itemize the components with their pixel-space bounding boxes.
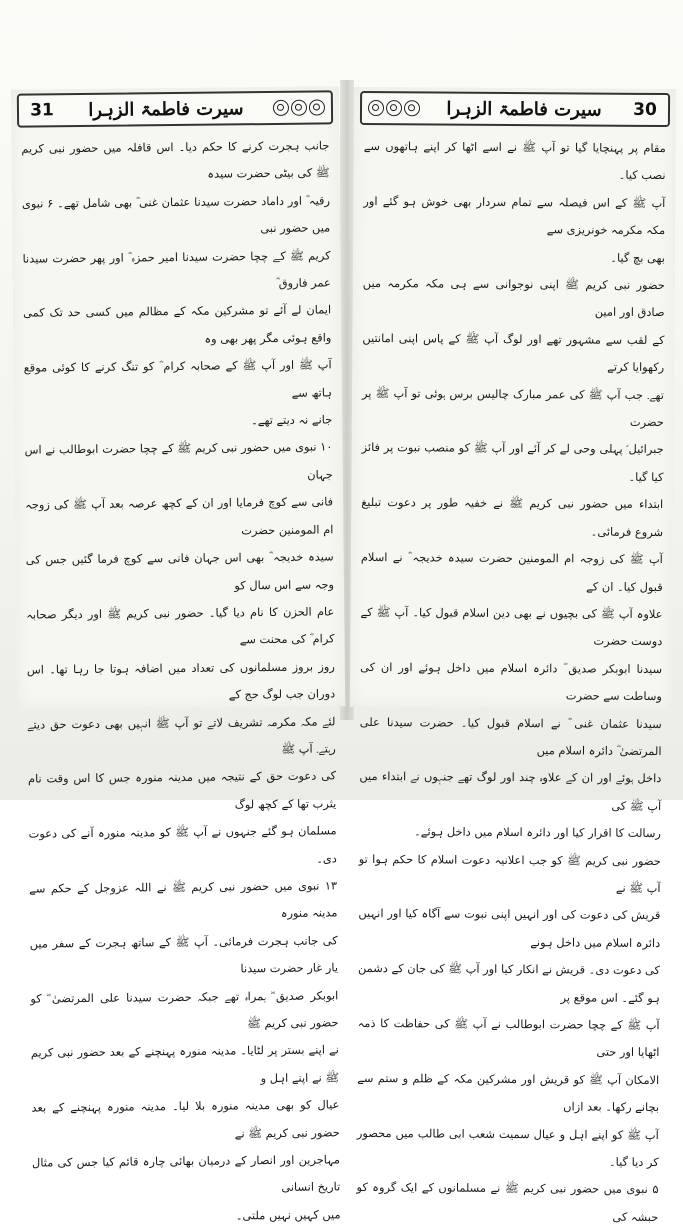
text-line: الامکان آپ ﷺ کو قریش اور مشرکین مکہ کے ظلم و ستم سے بچانے رکھا۔ بعد ازاں — [357, 1070, 660, 1115]
left-page-header — [17, 90, 333, 127]
text-line: کے لقب سے مشہور تھے اور لوگ آپ ﷺ کے پاس اپنی امانتیں رکھوایا کرتے — [362, 330, 665, 375]
text-line: داخل ہوئے اور ان کے علاوہ چند اور لوگ تھے جنہوں نے ابتداء میں آپ ﷺ کی — [359, 769, 662, 813]
text-line: ۱۰ نبوی میں حضور نبی کریم ﷺ کے چچا حضرت ابوطالب نے اس جہان — [24, 439, 333, 482]
left-page-number: 31 — [30, 100, 54, 121]
text-line: کریم ﷺ کے چچا حضرت سیدنا امیر حمزہ ؓ اور پھر حضرت سیدنا عمر فاروق ؓ — [22, 248, 331, 290]
left-page — [11, 86, 345, 1223]
text-line: کی دعوت حق کے نتیجہ میں مدینہ منورہ جس کا اس وقت نام یثرب تھا کے کچھ لوگ — [27, 768, 337, 812]
text-line: ابتداء میں حضور نبی کریم ﷺ نے خفیہ طور پر دعوت تبلیغ شروع فرمائی۔ — [361, 495, 664, 539]
text-line: فانی سے کوچ فرمایا اور ان کے کچھ عرصہ بعد آپ ﷺ کی زوجہ ام المومنین حضرت — [25, 494, 334, 538]
text-line: نے اپنے بستر پر لٹایا۔ مدینہ منورہ پہنچنے کے بعد حضور نبی کریم ﷺ نے اپنے اہل و — [30, 1042, 340, 1085]
text-line: آپ ﷺ کو اپنے اہل و عیال سمیت شعب ابی طالب میں محصور کر دیا گیا۔ — [356, 1125, 659, 1170]
text-line: سیدنا ابوبکر صدیق ؓ دائرہ اسلام میں داخل ہوئے اور ان کی وساطت سے حضرت — [360, 659, 663, 704]
text-line: کی دعوت دی۔ قریش نے انکار کیا اور آپ ﷺ کی جان کے دشمن ہو گئے۔ اس موقع پر — [357, 961, 661, 1005]
text-line: بھی بچ گیا۔ — [610, 250, 666, 265]
flower-ornament-icon — [404, 100, 420, 116]
text-line: آپ ﷺ کے اس فیصلہ سے تمام سردار بھی خوش ہو گئے اور مکہ مکرمہ خونریزی سے — [363, 193, 666, 238]
text-line: عام الحزن کا نام دیا گیا۔ حضور نبی کریم ﷺ اور دیگر صحابہ کرام ؓ کی محنت سے — [26, 604, 335, 647]
right-header-ornaments — [368, 100, 420, 116]
text-line: مہاجرین اور انصار کے درمیان بھائی چارہ قائم کیا جس کی مثال تاریخ انسانی — [31, 1152, 341, 1195]
text-line: سیدنا عثمان غنی ؓ نے اسلام قبول کیا۔ حضرت سیدنا علی المرتضیٰ ؓ دائرہ اسلام میں — [359, 714, 662, 758]
flower-ornament-icon — [291, 100, 307, 116]
text-line: جبرائیل ؑ پہلی وحی لے کر آئے اور آپ ﷺ کو منصب نبوت پر فائز کیا گیا۔ — [361, 440, 664, 484]
text-line: آپ ﷺ اور آپ ﷺ کے صحابہ کرام ؓ کو تنگ کرنے کا کوئی موقع ہاتھ سے — [23, 357, 333, 400]
text-line: ابوبکر صدیق ؓ ہمراہ تھے جبکہ حضرت سیدنا علی المرتضیٰ ؓ کو حضور نبی کریم ﷺ — [30, 987, 339, 1031]
text-line: کی جانب ہجرت فرمائی۔ آپ ﷺ کے ساتھ ہجرت کے سفر میں یار غار حضرت سیدنا — [29, 933, 339, 976]
text-line: مقام پر پہنچایا گیا تو آپ ﷺ نے اسے اٹھا کر اپنے ہاتھوں سے نصب کیا۔ — [363, 138, 666, 183]
left-page-body — [11, 124, 351, 1232]
text-line: آپ ﷺ کی زوجہ ام المومنین حضرت سیدہ خدیجہ ؓ نے اسلام قبول کیا۔ ان کے — [360, 550, 663, 594]
right-page-header — [360, 91, 670, 127]
right-page — [350, 87, 676, 1224]
text-line: لئے مکہ مکرمہ تشریف لاتے تو آپ ﷺ انہیں بھی دعوت حق دیتے رہتے۔ آپ ﷺ — [27, 713, 336, 756]
text-line: عیال کو بھی مدینہ منورہ بلا لیا۔ مدینہ منورہ پہنچنے کے بعد حضور نبی کریم ﷺ نے — [31, 1097, 340, 1141]
text-line: جانب ہجرت کرنے کا حکم دیا۔ اس قافلہ میں حضور نبی کریم ﷺ کی بیٹی حضرت سیدہ — [21, 138, 330, 182]
text-line: ایمان لے آئے تو مشرکین مکہ کے مظالم میں کسی حد تک کمی واقع ہوئی مگر پھر بھی وہ — [23, 302, 332, 346]
text-line: قریش کی دعوت کی اور انہیں اپنی نبوت سے آگاہ کیا اور انہیں دائرہ اسلام میں داخل ہونے — [358, 906, 661, 950]
text-line: آپ ﷺ کے چچا حضرت ابوطالب نے آپ ﷺ کی حفاظت کا ذمہ اٹھایا اور حتی — [357, 1015, 660, 1060]
text-line: جانے نہ دیتے تھے۔ — [250, 412, 333, 428]
left-header-ornaments — [273, 99, 325, 116]
flower-ornament-icon — [309, 99, 325, 115]
text-line: روز بروز مسلمانوں کی تعداد میں اضافہ ہوتا جا رہا تھا۔ اس دوران جب لوگ حج کے — [26, 659, 336, 702]
text-line: ۱۳ نبوی میں حضور نبی کریم ﷺ نے اللہ عزوجل کے حکم سے مدینہ منورہ — [29, 878, 338, 921]
flower-ornament-icon — [386, 100, 402, 116]
text-line: حضور نبی کریم ﷺ کو جب اعلانیہ دعوت اسلام کا حکم ہوا تو آپ ﷺ نے — [358, 851, 661, 896]
right-running-title: سیرت فاطمۃ الزہرا — [446, 98, 602, 121]
text-line: رقیہ ؓ اور داماد حضرت سیدنا عثمان غنی ؓ بھی شامل تھے۔ ۶ نبوی میں حضور نبی — [21, 193, 331, 236]
right-page-number: 30 — [633, 99, 657, 120]
text-line: ۵ نبوی میں حضور نبی کریم ﷺ نے مسلمانوں کے ایک گروہ کو حبشہ کی — [356, 1180, 659, 1224]
right-page-body — [346, 125, 676, 1231]
text-line: حضور نبی کریم ﷺ اپنی نوجوانی سے ہی مکہ مکرمہ میں صادق اور امین — [362, 275, 665, 320]
text-line: میں کہیں نہیں ملتی۔ — [235, 1207, 341, 1223]
text-line: رسالت کا اقرار کیا اور دائرہ اسلام میں داخل ہوئے۔ — [414, 824, 662, 841]
flower-ornament-icon — [273, 100, 289, 116]
text-line: سیدہ خدیجہ ؓ بھی اس جہان فانی سے کوچ فرما گئیں جس کی وجہ سے اس سال کو — [25, 549, 335, 592]
text-line: علاوہ آپ ﷺ کی بچیوں نے بھی دین اسلام قبول کیا۔ آپ ﷺ کے دوست حضرت — [360, 604, 663, 649]
text-line: تھے۔ جب آپ ﷺ کی عمر مبارک چالیس برس ہوئی تو آپ ﷺ پر حضرت — [361, 385, 665, 430]
text-line: مسلمان ہو گئے جنہوں نے آپ ﷺ کو مدینہ منورہ آنے کی دعوت دی۔ — [28, 823, 337, 866]
flower-ornament-icon — [368, 100, 384, 116]
left-running-title: سیرت فاطمۃ الزہرا — [88, 97, 244, 121]
